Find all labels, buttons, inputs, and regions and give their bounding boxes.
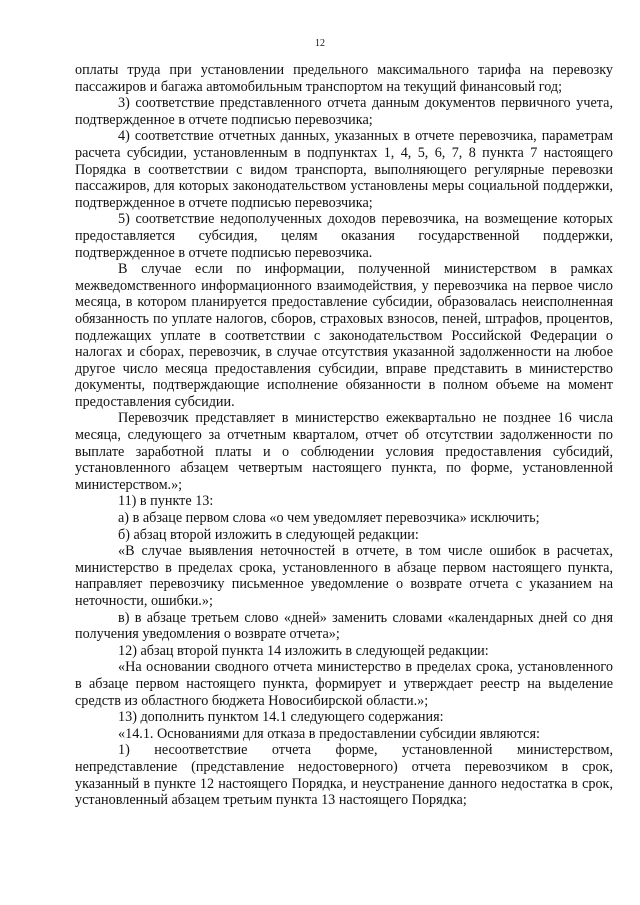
paragraph-quote-registry: «На основании сводного отчета министерство в пределах срока, установленного в абзаце первом настоящего пункта, формирует и утверждает реестр на выделение средств из областного бюджета Новосибирской области.»;: [75, 659, 613, 709]
paragraph-refusal-ground-1: 1) несоответствие отчета форме, установленной министерством, непредставление (представление недостоверного) отчета перевозчиком в срок, указанный в пункте 12 настоящего Порядка, и неустранение данного недостатка в срок, установленный абзацем третьим пункта 13 настоящего Порядка;: [75, 742, 613, 809]
paragraph-amendment-11a: а) в абзаце первом слова «о чем уведомляет перевозчика» исключить;: [118, 510, 540, 527]
paragraph-quote-14-1: «14.1. Основаниями для отказа в предоставлении субсидии являются:: [118, 725, 540, 742]
paragraph-amendment-11b: б) абзац второй изложить в следующей редакции:: [118, 526, 419, 543]
paragraph-amendment-11: 11) в пункте 13:: [118, 493, 214, 510]
paragraph-amendment-13: 13) дополнить пунктом 14.1 следующего содержания:: [118, 709, 444, 726]
paragraph-item-4: 4) соответствие отчетных данных, указанных в отчете перевозчика, параметрам расчета субсидии, установленным в подпунктах 1, 4, 5, 6, 7, 8 пункта 7 настоящего Порядка в соответствии с видом транспорта, выполняющего регулярные перевозки пассажиров, для которых законодательством установлены меры социальной поддержки, подтвержденное в отчете подписью перевозчика;: [75, 128, 613, 211]
paragraph-tax-debt: В случае если по информации, полученной министерством в рамках межведомственного информационного взаимодействия, у перевозчика на первое число месяца, в котором планируется предоставление субсидии, образовалась неисполненная обязанность по уплате налогов, сборов, страховых взносов, пеней, штрафов, процентов, подлежащих уплате в соответствии с законодательством Российской Федерации о налогах и сборах, перевозчик, в случае отсутствия указанной задолженности на любое другое число месяца предоставления субсидии, вправе представить в министерство документы, подтверждающие исполнение обязанности в полном объеме на момент предоставления субсидии.: [75, 261, 613, 410]
paragraph-item-5: 5) соответствие недополученных доходов перевозчика, на возмещение которых предоставляется субсидия, целям оказания государственной поддержки, подтвержденное в отчете подписью перевозчика.: [75, 211, 613, 261]
document-body: [75, 62, 613, 809]
paragraph-continuation: оплаты труда при установлении предельного максимального тарифа на перевозку пассажиров и багажа автомобильным транспортом на текущий финансовый год;: [75, 62, 613, 95]
paragraph-amendment-11c: в) в абзаце третьем слово «дней» заменить словами «календарных дней со дня получения уведомления о возврате отчета»;: [75, 609, 613, 643]
paragraph-quote-inaccuracies: «В случае выявления неточностей в отчете, в том числе ошибок в расчетах, министерство в пределах срока, установленного в абзаце первом настоящего пункта, направляет перевозчику письменное уведомление о возврате отчета с указанием на неточности, ошибки.»;: [75, 543, 613, 609]
paragraph-item-3: 3) соответствие представленного отчета данным документов первичного учета, подтвержденное в отчете подписью перевозчика;: [75, 95, 613, 128]
paragraph-amendment-12: 12) абзац второй пункта 14 изложить в следующей редакции:: [118, 642, 489, 659]
paragraph-quarterly-report: Перевозчик представляет в министерство ежеквартально не позднее 16 числа месяца, следующего за отчетным кварталом, отчет об отсутствии задолженности по выплате заработной платы и о соблюдении условия предоставления субсидий, установленного абзацем четвертым настоящего пункта, по форме, установленной министерством.»;: [75, 410, 613, 493]
page-number: 12: [315, 38, 325, 49]
